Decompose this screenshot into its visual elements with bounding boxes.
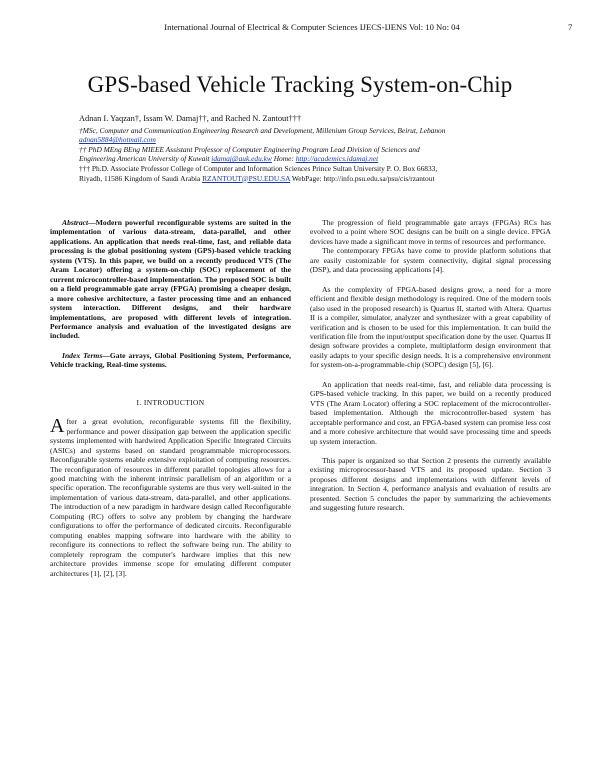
paragraph-application: An application that needs real-time, fast, and reliable data processing is GPS-based vehicle tracking. In this paper, we build on a recently produced VTS (The Aram Locator) offering a SOC replacement of the microcontroller-based implementation. Although the microcontroller-based system has acceptable performance and cost, an FPGA-based system can promise less cost and a more cohesive architecture that would save processing time and speeds up system interaction. <box>310 379 551 446</box>
email-link-2[interactable]: idamaj@auk.edu.kw <box>211 154 272 164</box>
email-link-3[interactable]: RZANTOUT@PSU.EDU.SA <box>202 173 291 183</box>
paper-title: GPS-based Vehicle Tracking System-on-Chip <box>87 72 513 97</box>
affiliation-2: †† PhD MEng BEng MIEEE Assistant Professor of Computer Engineering Program Lead Division of Sciences and <box>79 144 420 154</box>
paragraph-contemporary-fpgas: The contemporary FPGAs have come to provide platform solutions that are easily customizable for system connectivity, digital signal processing (DSP), and data processing applications [4]. <box>310 246 551 275</box>
introduction-text: fter a great evolution, reconfigurable systems fill the flexibility, performance and power dissipation gap between the application specific systems implemented with hardwired Application Specific Integrated Circuits (ASICs) and systems based on standard programmable microprocessors. Reconfigurable systems enable extensive exploitation of computing resources. The reconfiguration of resources in different parallel topologies allows for a good matching with the inherent intrinsic parallelism of an algorithm or a specific operation. The reconfigurable systems are thus very well-suited in the implementation of various data-stream, data-parallel, and other applications. The introduction of a new paradigm in hardware design called Reconfigurable Computing (RC) offers to solve any problem by changing the hardware configurations to offer the performance of dedicated circuits. Reconfigurable computing enables mapping software into hardware with the ability to reconfigure its connections to reflect the software being run. The ability to completely reprogram the computer's hardware implies that this new architecture provides immense scope for emulating different computer architectures [1], [2], [3]. <box>50 417 291 578</box>
home-label: Home: <box>273 154 294 164</box>
drop-cap: A <box>50 415 65 438</box>
abstract <box>50 218 291 341</box>
index-terms <box>50 351 291 370</box>
paragraph-fpga-progression: The progression of field programmable gate arrays (FPGAs) RCs has evolved to a point where SOC designs can be built on a single device. FPGA devices have made a significant move in terms of resources and performance. <box>310 218 551 246</box>
affiliation-3-cont: Riyadh, 11586 Kingdom of Saudi Arabia <box>79 173 201 183</box>
author-block <box>79 114 549 183</box>
right-column <box>310 218 551 513</box>
abstract-text: —Modern powerful reconfigurable systems are suited in the implementation of various data-stream, data-parallel, and other applications. An application that needs real-time, fast, and reliable data processing is the global positioning system (GPS)-based vehicle tracking system (VTS). In this paper, we build on a recently produced VTS (The Aram Locator) offering a system-on-chip (SOC) replacement of the current microcontroller-based implementation. The proposed SOC is built on a field programmable gate array (FPGA) promising a cheaper design, a more cohesive architecture, a faster processing time and an enhanced system interaction. Different designs, and their hardware implementations, are proposed with different levels of integration. Performance analysis and evaluation of the investigated designs are included. <box>50 218 291 341</box>
index-terms-label: Index Terms <box>62 350 103 360</box>
affiliation-2-cont: Engineering American University of Kuwait <box>79 154 210 164</box>
affiliation-1: †MSc, Computer and Communication Engineering Research and Development, Millenium Group Services, Beirut, Lebanon <box>79 125 446 135</box>
index-terms-text: —Gate arrays, Global Positioning System, Performance, Vehicle tracking, Real-time systems. <box>50 350 291 370</box>
left-column <box>50 218 291 578</box>
page-number: 7 <box>568 22 573 32</box>
section-heading-introduction: I. INTRODUCTION <box>136 397 205 407</box>
journal-header: International Journal of Electrical & Computer Sciences IJECS-IJENS Vol: 10 No: 04 <box>164 22 460 32</box>
paragraph-design-complexity: As the complexity of FPGA-based designs grow, a need for a more efficient and flexible design methodology is required. One of the modern tools (also used in the proposed research) is Quartus II, started with Altera. Quartus II is a compiler, simulator, analyzer and synthesizer with a great capability of verification and is chosen to be used for this implementation. It can build the verification file from the input/output specification done by the user. Quartus II design software provides a complete, multiplatform design environment that easily adapts to your specific design needs. It is a comprehensive environment for system-on-a-programmable-chip (SOPC) design [5], [6]. <box>310 284 551 370</box>
introduction-paragraph <box>50 417 291 578</box>
affiliation-3: ††† Ph.D. Associate Professor College of Computer and Information Sciences Prince Sultan University P. O. Box 66833, <box>79 163 438 173</box>
webpage-label: WebPage: <box>291 173 322 183</box>
abstract-label: Abstract <box>62 218 89 227</box>
home-link[interactable]: http://academics.idamaj.net <box>295 154 379 164</box>
email-link-1[interactable]: adnan5884@hotmail.com <box>79 135 156 145</box>
author-names: Adnan I. Yaqzan†, Issam W. Damaj††, and Rached N. Zantout††† <box>79 114 302 123</box>
webpage-link: http://info.psu.edu.sa/psu/cis/rzantout <box>323 173 435 183</box>
paragraph-organization: This paper is organized so that Section 2 presents the currently available existing microprocessor-based VTS and its proposed update. Section 3 proposes different designs and implementations with different levels of integration. In Section 4, performance analysis and evaluation of results are presented. Section 5 concludes the paper by summarizing the achievements and suggesting future research. <box>310 455 551 513</box>
